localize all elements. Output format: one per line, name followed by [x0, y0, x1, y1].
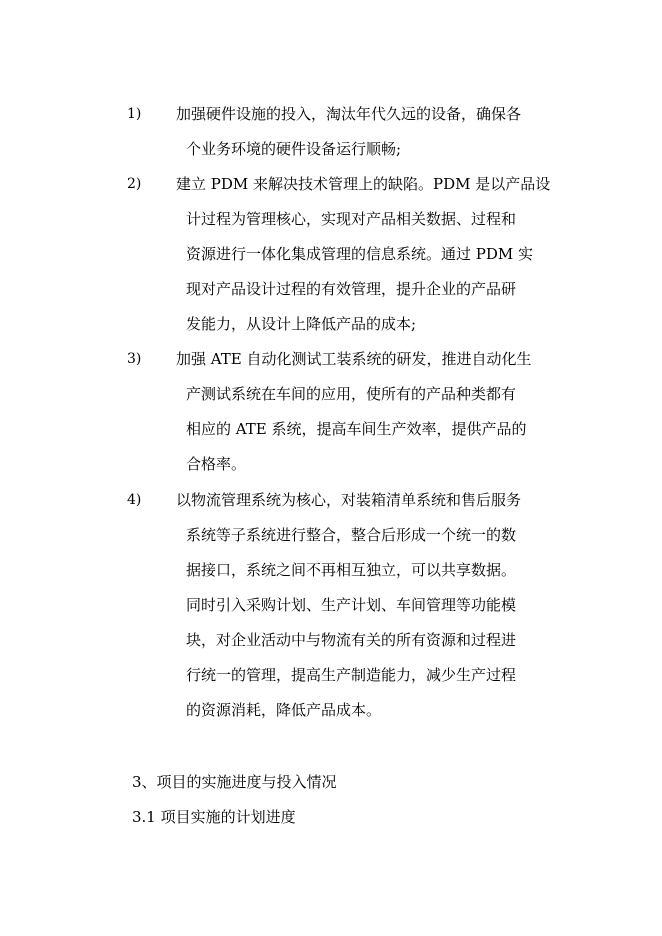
list-item-text: 以物流管理系统为核心，对装箱清单系统和售后服务 [176, 491, 522, 509]
list-item-text: 的资源消耗，降低产品成本。 [186, 701, 382, 719]
list-item-text: 计过程为管理核心，实现对产品相关数据、过程和 [186, 210, 517, 228]
list-item-number: 2) [127, 176, 142, 192]
list-item-text: 合格率。 [186, 455, 247, 473]
list-item-text: 发能力，从设计上降低产品的成本; [186, 315, 417, 333]
list-item-text: 同时引入采购计划、生产计划、车间管理等功能模 [186, 596, 517, 614]
list-item-text: 产测试系统在车间的应用，使所有的产品种类都有 [186, 385, 517, 403]
list-item-number: 1) [127, 106, 142, 122]
list-item-text: 行统一的管理，提高生产制造能力，减少生产过程 [186, 666, 517, 684]
list-item-text: 块，对企业活动中与物流有关的所有资源和过程进 [186, 631, 517, 649]
section-heading: 3、项目的实施进度与投入情况 [132, 773, 337, 791]
list-item-text: 个业务环境的硬件设备运行顺畅; [186, 140, 402, 158]
list-item-text: 加强硬件设施的投入，淘汰年代久远的设备，确保各 [176, 105, 522, 123]
list-item-text: 相应的 ATE 系统，提高车间生产效率，提供产品的 [186, 420, 527, 438]
list-item-text: 建立 PDM 来解决技术管理上的缺陷。PDM 是以产品设 [176, 175, 551, 193]
list-item-number: 3) [127, 351, 142, 367]
list-item-text: 系统等子系统进行整合，整合后形成一个统一的数 [186, 526, 517, 544]
list-item-text: 加强 ATE 自动化测试工装系统的研发，推进自动化生 [176, 350, 532, 368]
list-item-text: 资源进行一体化集成管理的信息系统。通过 PDM 实 [186, 245, 534, 263]
list-item-number: 4) [127, 492, 142, 508]
list-item-text: 据接口，系统之间不再相互独立，可以共享数据。 [186, 561, 517, 579]
subsection-heading: 3.1 项目实施的计划进度 [132, 808, 296, 826]
list-item-text: 现对产品设计过程的有效管理，提升企业的产品研 [186, 280, 517, 298]
